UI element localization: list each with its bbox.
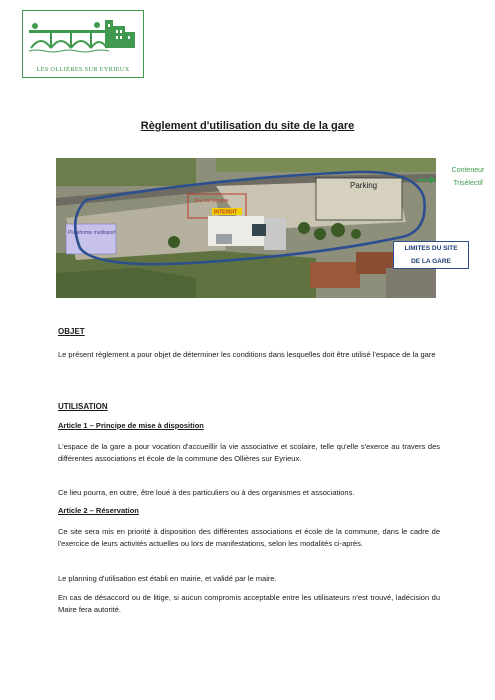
parking-label: Parking <box>350 181 378 190</box>
conteneur-callout <box>442 166 494 188</box>
article2-title: Article 2 – Réservation <box>58 506 139 515</box>
article2-para2: Le planning d'utilisation est établi en mairie, et validé par le maire. <box>58 574 277 583</box>
site-map <box>56 158 436 298</box>
article2-para1: Ce site sera mis en priorité à disposition des différentes associations et école de la commune, dans le cadre de l'exercice de leurs activités actuelles ou lors de manifestations, selon les modalités ci-après. <box>58 527 440 548</box>
triselectif-label: Trisélectif <box>453 180 483 188</box>
objet-text: Le présent règlement a pour objet de déterminer les conditions dans lesquelles doit être utilisé l'espace de la gare <box>58 350 436 359</box>
utilisation-heading: UTILISATION <box>58 402 108 411</box>
article2-para3: En cas de désaccord ou de litige, si aucun compromis acceptable entre les utilisateurs n'est trouvé, ladécision du Maire fera autorité. <box>58 593 440 614</box>
limites-line2: DE LA GARE <box>411 258 451 265</box>
jeu-de-longue-label: Jeu de longue <box>194 198 229 204</box>
article1-para1: L'espace de la gare a pour vocation d'accueillir la vie associative et scolaire, telle qu'elle s'exerce au travers des différentes associations et école de la commune des Ollières sur Eyrieux. <box>58 442 440 463</box>
article1-para2: Ce lieu pourra, en outre, être loué à des particuliers ou à des organismes et associations. <box>58 488 355 497</box>
limites-line1: LIMITES DU SITE <box>404 245 458 252</box>
logo-caption: LES OLLIÈRES SUR EYRIEUX <box>36 66 130 73</box>
interdit-label: INTERDIT <box>214 209 238 216</box>
plateforme-label: Plateforme multisport <box>68 230 116 236</box>
objet-heading: OBJET <box>58 327 85 336</box>
limites-callout <box>393 241 469 269</box>
article1-title: Article 1 – Principe de mise à disposition <box>58 421 204 430</box>
municipality-logo <box>22 10 144 78</box>
conteneur-label: Conteneur <box>451 167 485 174</box>
page-title: Règlement d'utilisation du site de la gare <box>140 120 355 132</box>
bridge-logo-icon <box>27 14 139 56</box>
